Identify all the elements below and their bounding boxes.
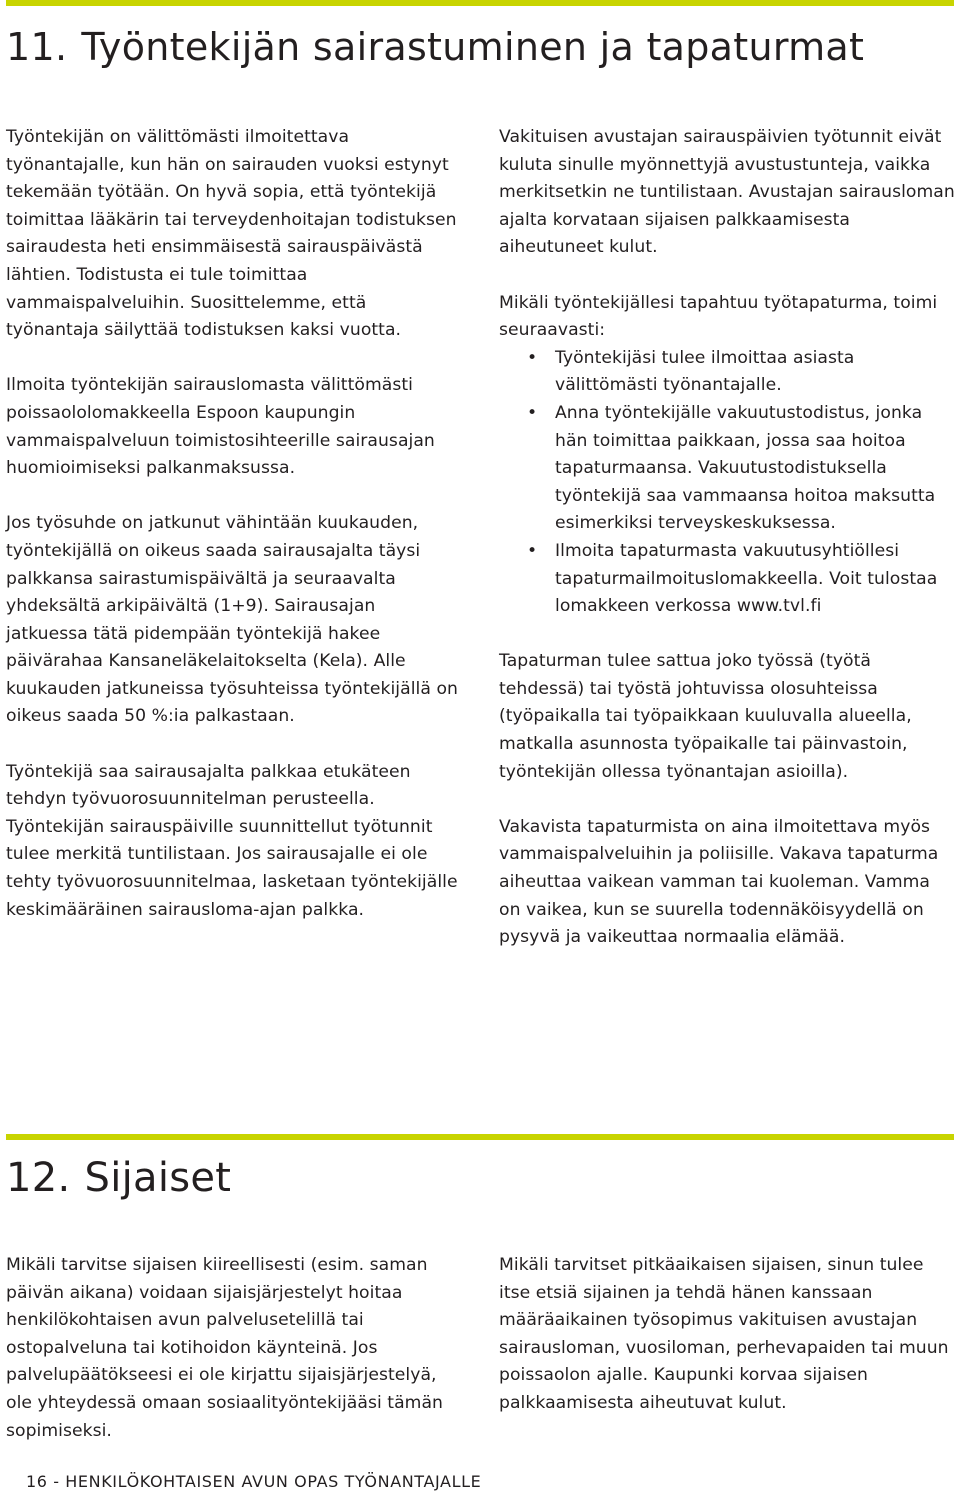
bullet-icon: • — [527, 347, 538, 368]
sick-pay-paragraph: Jos työsuhde on jatkunut vähintään kuukauden, työntekijällä on oikeus saada sairausajalta täysi palkkansa sairastumispäivältä ja seuraavalta yhdeksältä arkipäivältä (1+9). Sairausajan jatkuessa tätä pidempään työntekijä hakee päivärahaa Kansaneläkelaitokselta (Kela). Alle kuukauden jatkuneissa työsuhteissa työntekijällä on oikeus saada 50 %:ia palkastaan. — [6, 513, 458, 727]
section-11-left-column — [6, 124, 458, 924]
section-12-right-column — [499, 1252, 955, 1418]
serious-accident-paragraph: Vakavista tapaturmista on aina ilmoitettava myös vammaispalveluihin ja poliisille. Vakava tapaturma aiheuttaa vaikean vamman tai kuoleman. Vamma on vaikea, kun se suurella todennäköisyydellä on pysyvä ja vaikeuttaa normaalia elämää. — [499, 816, 939, 948]
section-11-title: Työntekijän sairastuminen ja tapaturmat — [81, 25, 865, 69]
list-item-text: Ilmoita tapaturmasta vakuutusyhtiöllesi tapaturmailmoituslomakkeella. Voit tulostaa lomakkeen verkossa www.tvl.fi — [555, 540, 938, 617]
section-12-title: Sijaiset — [84, 1155, 232, 1201]
section-11-number: 11. — [6, 25, 68, 69]
section-11-right-column — [499, 124, 955, 952]
list-item — [499, 400, 955, 538]
accident-steps-list — [499, 345, 955, 621]
page-footer: 16 - HENKILÖKOHTAISEN AVUN OPAS TYÖNANTAJALLE — [26, 1472, 482, 1491]
list-item-text: Anna työntekijälle vakuutustodistus, jonka hän toimittaa paikkaan, jossa saa hoitoa tapaturmaansa. Vakuutustodistuksella työntekijä saa vammaansa hoitoa maksutta esimerkiksi terveyskeskuksessa. — [555, 402, 936, 534]
list-item — [499, 538, 955, 621]
long-term-substitute-paragraph: Mikäli tarvitset pitkäaikaisen sijaisen, sinun tulee itse etsiä sijainen ja tehdä hänen kanssaan määräaikainen työsopimus vakituisen avustajan sairausloman, vuosiloman, perhevapaiden tai muun poissaolon ajalle. Kaupunki korvaa sijaisen palkkaamisesta aiheutuvat kulut. — [499, 1255, 949, 1413]
list-item-text: Työntekijäsi tulee ilmoittaa asiasta välittömästi työnantajalle. — [555, 347, 855, 396]
accident-intro-paragraph: Mikäli työntekijällesi tapahtuu työtapaturma, toimi seuraavasti: — [499, 292, 938, 341]
bullet-icon: • — [527, 402, 538, 423]
accident-definition-paragraph: Tapaturman tulee sattua joko työssä (työtä tehdessä) tai työstä johtuvissa olosuhteissa (työpaikalla tai työpaikkaan kuuluvalla alueella, matkalla asunnosta työpaikalle tai päinvastoin, työntekijän ollessa työnantajan asioilla). — [499, 651, 912, 782]
section-12-heading — [6, 1155, 232, 1201]
urgent-substitute-paragraph: Mikäli tarvitse sijaisen kiireellisesti (esim. saman päivän aikana) voidaan sijaisjärjestelyt hoitaa henkilökohtaisen avun palvelusetelillä tai ostopalveluna tai kotihoidon käynteinä. Jos palvelupäätökseesi ei ole kirjattu sijaisjärjestelyä, ole yhteydessä omaan sosiaalityöntekijääsi tämän sopimiseksi. — [6, 1255, 443, 1441]
section-11-heading — [6, 25, 865, 69]
sick-notice-paragraph: Työntekijän on välittömästi ilmoitettava työnantajalle, kun hän on sairauden vuoksi estynyt tekemään työtään. On hyvä sopia, että työntekijä toimittaa lääkärin tai terveydenhoitajan todistuksen sairaudesta heti ensimmäisestä sairauspäivästä lähtien. Todistusta ei tule toimittaa vammaispalveluihin. Suosittelemme, että työnantaja säilyttää todistuksen kaksi vuotta. — [6, 127, 457, 341]
sick-hours-paragraph: Vakituisen avustajan sairauspäivien työtunnit eivät kuluta sinulle myönnettyjä avustustunteja, vaikka merkitsetkin ne tuntilistaan. Avustajan sairausloman ajalta korvataan sijaisen palkkaamisesta aiheutuneet kulut. — [499, 127, 955, 258]
list-item — [499, 345, 955, 400]
bullet-icon: • — [527, 540, 538, 561]
section-12-number: 12. — [6, 1155, 71, 1201]
section-12-left-column — [6, 1252, 458, 1445]
top-accent-rule — [6, 0, 954, 6]
sick-leave-report-paragraph: Ilmoita työntekijän sairauslomasta välittömästi poissaololomakkeella Espoon kaupungin vammaispalveluun toimistosihteerille sairausajan huomioimiseksi palkanmaksussa. — [6, 375, 435, 479]
section-divider-rule — [6, 1134, 954, 1140]
sick-pay-schedule-paragraph: Työntekijä saa sairausajalta palkkaa etukäteen tehdyn työvuorosuunnitelman perusteella. Työntekijän sairauspäiville suunnittellut työtunnit tulee merkitä tuntilistaan. Jos sairausajalle ei ole tehty työvuorosuunnitelmaa, lasketaan työntekijälle keskimääräinen sairausloma-ajan palkka. — [6, 761, 458, 920]
